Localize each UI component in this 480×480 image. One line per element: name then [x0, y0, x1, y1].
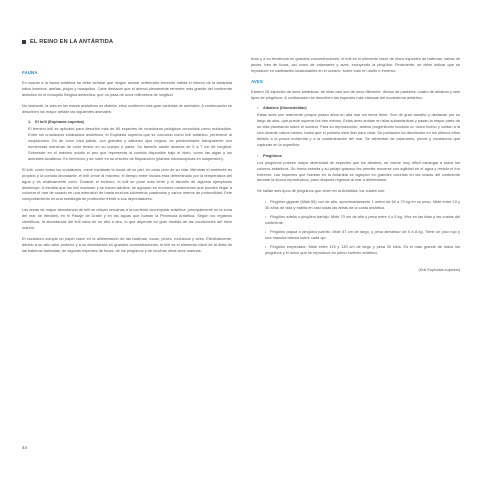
section-header	[22, 37, 113, 47]
pinguinos-subheading	[251, 153, 460, 159]
krill-title: El krill (Euphasia superba)	[35, 119, 84, 125]
list-item: • Pingüino emperador: Mide entre 115 y 130 cm de largo y pesa 30 kilos. Es el más grande de todos los pingüinos y el único que se reproduce en pleno invierno antártico.	[265, 243, 460, 255]
list-item: • Pingüino adelia o pingüino barbijo: Mide 70 cm de alto y pesa entre 4 y 5 kg. Vive en las islas y las costas del continente.	[265, 214, 460, 225]
krill-subheading	[22, 119, 232, 125]
aves-intro-paragraph: Existen 25 especies de aves antárticas, de ellas casi son de sexo diferente, dichos de pardeles, cuatro de albatros y seis tipos de pingüinos. A continuación se describen las especies más vistosas del ecosistema antártico:	[251, 88, 460, 100]
aves-heading: AVES	[251, 78, 263, 84]
pinguinos-paragraph: Los pingüinos poseen mayor diversidad de especies que los albatros, se vuelve muy difícil catalogar a todos los colonos antárticos. Su forma esbelta y su pelaje grasoso les permite moverse con agilidad en el agua y resistir el frío extremo. Las especies que habitan en la Antártida se agrupan en grandes colonias en las costas del continente durante la época reproductiva, para después regresar al mar a alimentarse.	[257, 159, 460, 183]
pinguinos-list-intro: Se hallan seis tipos de pingüinos que viven en la Antártida, los cuales son:	[257, 188, 386, 194]
krill-paragraph-1: El término krill se aplicado para describir más de 80 especies de crustáceos pelágicos conocidos como eufáusidos. Entre los crustáceos eufáusidos antárticos, el Euphasia superba que se conocido como krill antártico, pertenece al zooplancton. Es de color rosa pálido, con grandes y saltones ojos negros; es predominante transparente con numerosas manchas de color tenido en su cuerpo y patas. Su tamaño adulto alcanza de 5 a 7 cm de longitud. Sobresale en el máximo adulto el pez que representa la comida disponible bajo el hielo, como las algas y los animales acuáticos. Es herbívoro y se nutre en su entorno de fitoplancton (plantas microscópicas en suspensión).	[28, 126, 232, 161]
albatros-subheading	[251, 105, 460, 111]
fauna-intro-paragraph: En cuanto a la fauna antártica se debe señalar que ningún animal vertebrado terrestre habita el interior de la Antártida salvo insectos, arañas, piojos y mosquitos. Cabe destacar que el animal plenamente terrestre más grande del continente antártico es el mosquito Belgica antarctica, que no pasa de unos milímetros de longitud.	[22, 79, 232, 97]
list-item: • Pingüino gigante (Máis 50) con de alto, aproximadamente 1 metro de 60 a 70 kg en su peso. Mide entre 10 y 30 años de vida y habita en casi todas las áreas de la costa antártica.	[265, 199, 460, 211]
albatros-title: Albatros (Diomedeidae)	[263, 105, 307, 111]
krill-number: 1.	[28, 119, 32, 125]
bullet-icon: •	[265, 199, 267, 205]
page-number: 44	[22, 445, 28, 450]
right-column	[251, 56, 460, 273]
bullet-icon: •	[265, 214, 267, 220]
section-marker-icon	[22, 40, 26, 44]
pinguinos-title: Pingüinos	[263, 152, 282, 158]
krill-continuation-paragraph: ticos y a su tendencia en grandes concentraciones, el krill es el elemento clave de cinco especies de ballenas, varias de peces, tres de focas, así como de calamares y aves, incluyendo la pingüino. Finalmente, se debe indicar que se reproduce en cantidades incalculables en el océano, sobre todo en otoño e invierno.	[251, 56, 460, 73]
krill-paragraph-3: Las áreas de mayor abundancia de krill se ubican cercanas a la corriente circumpolar antártica, principalmente en la zona del mar de Weddell, en el Pasaje de Drake y en las aguas que rodean la Península Antártica. Según los registros científicos, la abundancia del krill varía de un año a otro, lo que depende en gran medida de las condiciones del hielo marino.	[22, 207, 232, 230]
left-column	[22, 70, 232, 259]
bullet-icon: •	[257, 105, 259, 111]
bullet-icon: •	[257, 152, 259, 158]
fauna-variety-paragraph: No obstante, la vida en los mares antárticos es distinta, ellos contienen una gran variedad de animales. A continuación se describen los mayor detalle las siguientes animales:	[22, 102, 232, 114]
pinguinos-list	[251, 199, 460, 255]
section-title: EL REINO EN LA ANTÁRTIDA	[30, 39, 114, 45]
albatros-paragraph: Estas aves son realmente porque pasan años en alta mar sin tierra firme. Son de gran tamaño y destacan por su largo de alas, que puede superar los tres metros. Estas aves anidan en islas subantárticas y pasan la mayor parte de su vida planeando sobre el océano. Para su reproducción, ambos progenitores incuban un único huevo y cuidan a la cría durante varios meses, hasta que el polluelo está listo para volar. Su población ha disminuido en los últimos años debido a la pesca incidental y a la contaminación del mar. Se alimentan de calamares, peces y crustáceos que capturan en la superficie.	[257, 112, 460, 147]
image-credit: (Krill Euphasia superba)	[418, 267, 460, 273]
krill-paragraph-2: El krill, como todos los crustáceos, crece mediante la muda de su piel, en cada ciclo de su vida. Mientras el ambiente es propicio y la comida abundante, el krill crece al máximo; el tiempo entre mudas está determinado por la temperatura del agua y es relativamente corto. Durante el invierno, el krill se pone más lento y el tamaño de algunos ejemplares disminuye. A medida que los krill maduran y se hacen adultos, se agrupan en enormes cardúmenes que pueden llegar a colorear el mar de rosado en una extensión de hasta muchos kilómetros cuadrados y varios metros de profundidad. Este comportamiento es una estrategia de protección frente a sus depredadores.	[22, 166, 232, 202]
bullet-icon: •	[265, 228, 267, 234]
list-item: • Pingüino papúa o pingüino juanito: Mide 57 cm de largo, y pesa alrededor de 5 a 8 kg. Tiene un pico rojo y una mancha blanca sobre cada ojo.	[265, 228, 460, 240]
fauna-heading: FAUNA	[22, 70, 38, 75]
krill-paragraph-4: El crustáceo cumple un papel clave en la alimentación de las ballenas, focas, peces, moluscos y aves. Efectivamente, debido a su alto valor proteico y a su abundancia en grandes concentraciones, el krill es el elemento clave de la dieta de las ballenas barbadas, de algunas especies de focas, de los pingüinos y de muchas otras aves marinas.	[22, 235, 232, 253]
bullet-icon: •	[265, 243, 267, 249]
